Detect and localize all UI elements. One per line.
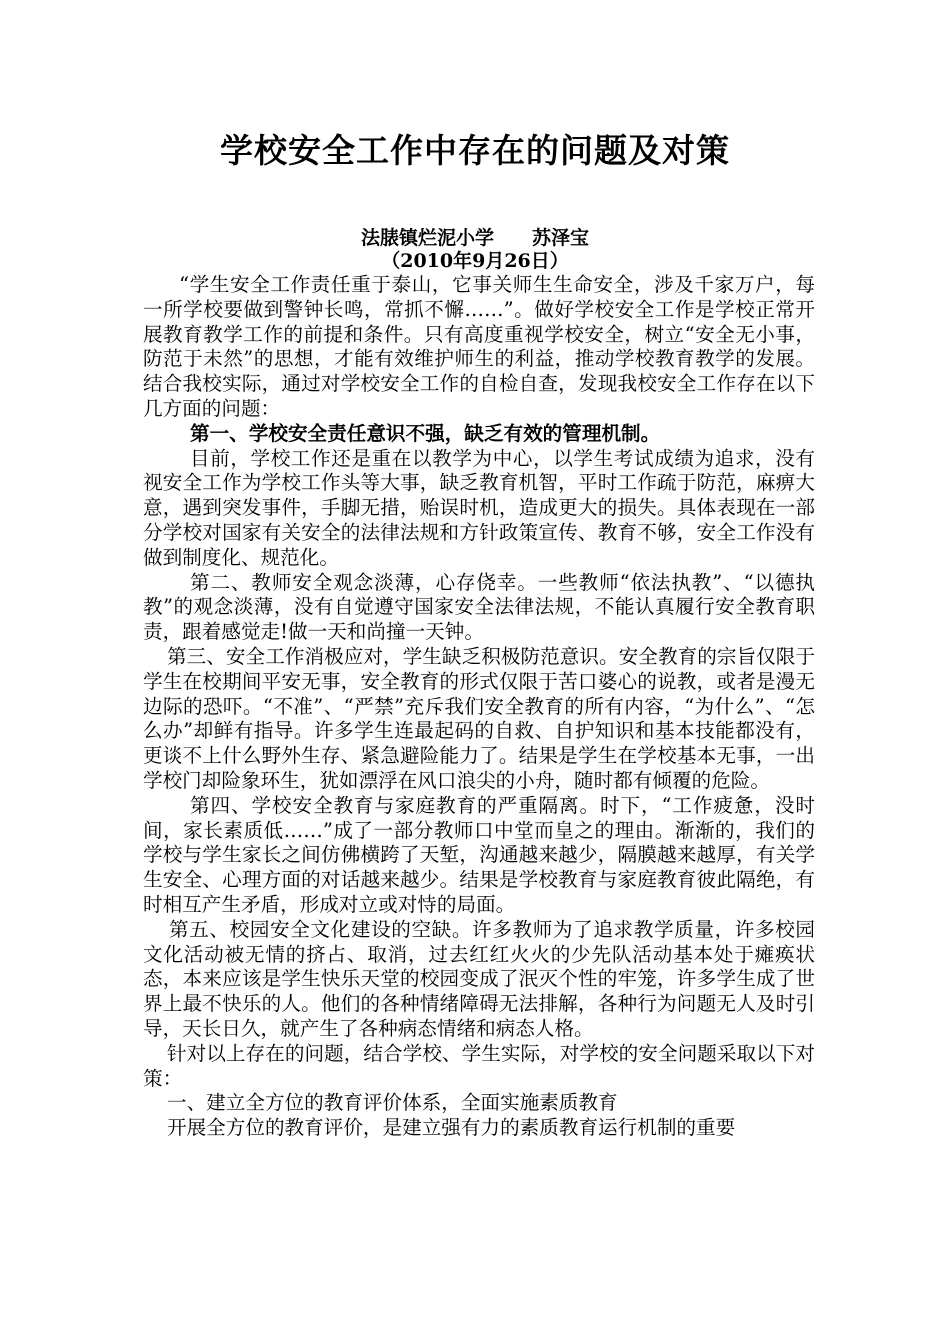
paragraph-solution-1: 开展全方位的教育评价，是建立强有力的素质教育运行机制的重要	[167, 1116, 736, 1140]
paragraph-problem-5: 第五、校园安全文化建设的空缺。许多教师为了追求教学质量，许多校园文化活动被无情的挤占、取消，过去红红火火的少先队活动基本处于瘫痪状态，本来应该是学生快乐天堂的校园变成了泯灭个性的牢笼，许多学生成了世界上最不快乐的人。他们的各种情绪障碍无法排解，各种行为问题无人及时引导，天长日久，就产生了各种病态情绪和病态人格。	[143, 917, 815, 1040]
document-body	[143, 273, 815, 1141]
date-line: （2010年9月26日）	[381, 250, 569, 272]
document-title: 学校安全工作中存在的问题及对策	[220, 131, 730, 170]
paragraph-problem-3: 第三、安全工作消极应对，学生缺乏积极防范意识。安全教育的宗旨仅限于学生在校期间平安无事，安全教育的形式仅限于苦口婆心的说教，或者是漫无边际的恐吓。“不准”、“严禁”充斥我们安全教育的所有内容，“为什么”、“怎么办”却鲜有指导。许多学生连最起码的自救、自护知识和基本技能都没有，更谈不上什么野外生存、紧急避险能力了。结果是学生在学校基本无事，一出学校门却险象环生，犹如漂浮在风口浪尖的小舟，随时都有倾覆的危险。	[143, 644, 815, 792]
paragraph-problem-1: 目前，学校工作还是重在以教学为中心，以学生考试成绩为追求，没有视安全工作为学校工作头等大事，缺乏教育机智，平时工作疏于防范，麻痹大意，遇到突发事件，手脚无措，贻误时机，造成更大的损失。具体表现在一部分学校对国家有关安全的法律法规和方针政策宣传、教育不够，安全工作没有做到制度化、规范化。	[143, 446, 815, 569]
heading-solution-1: 一、建立全方位的教育评价体系，全面实施素质教育	[167, 1091, 618, 1115]
heading-problem-1: 第一、学校安全责任意识不强，缺乏有效的管理机制。	[190, 421, 661, 445]
paragraph-intro: “学生安全工作责任重于泰山，它事关师生生命安全，涉及千家万户，每一所学校要做到警钟长鸣，常抓不懈……”。做好学校安全工作是学校正常开展教育教学工作的前提和条件。只有高度重视学校安全，树立“安全无小事，防范于未然”的思想，才能有效维护师生的利益，推动学校教育教学的发展。结合我校实际，通过对学校安全工作的自检自查，发现我校安全工作存在以下几方面的问题：	[143, 273, 815, 420]
author-line: 法脿镇烂泥小学 苏泽宝	[360, 227, 589, 249]
paragraph-problem-4: 第四、学校安全教育与家庭教育的严重隔离。时下，“工作疲惫，没时间，家长素质低……”成了一部分教师口中堂而皇之的理由。渐渐的，我们的学校与学生家长之间仿佛横跨了天堑，沟通越来越少，隔膜越来越厚，有关学生安全、心理方面的对话越来越少。结果是学校教育与家庭教育彼此隔绝，有时相互产生矛盾，形成对立或对恃的局面。	[143, 793, 815, 916]
paragraph-transition: 针对以上存在的问题，结合学校、学生实际，对学校的安全问题采取以下对策：	[143, 1041, 815, 1090]
paragraph-problem-2: 第二、教师安全观念淡薄，心存侥幸。一些教师“依法执教”、“以德执教”的观念淡薄，没有自觉遵守国家安全法律法规，不能认真履行安全教育职责，跟着感觉走!做一天和尚撞一天钟。	[143, 570, 815, 644]
